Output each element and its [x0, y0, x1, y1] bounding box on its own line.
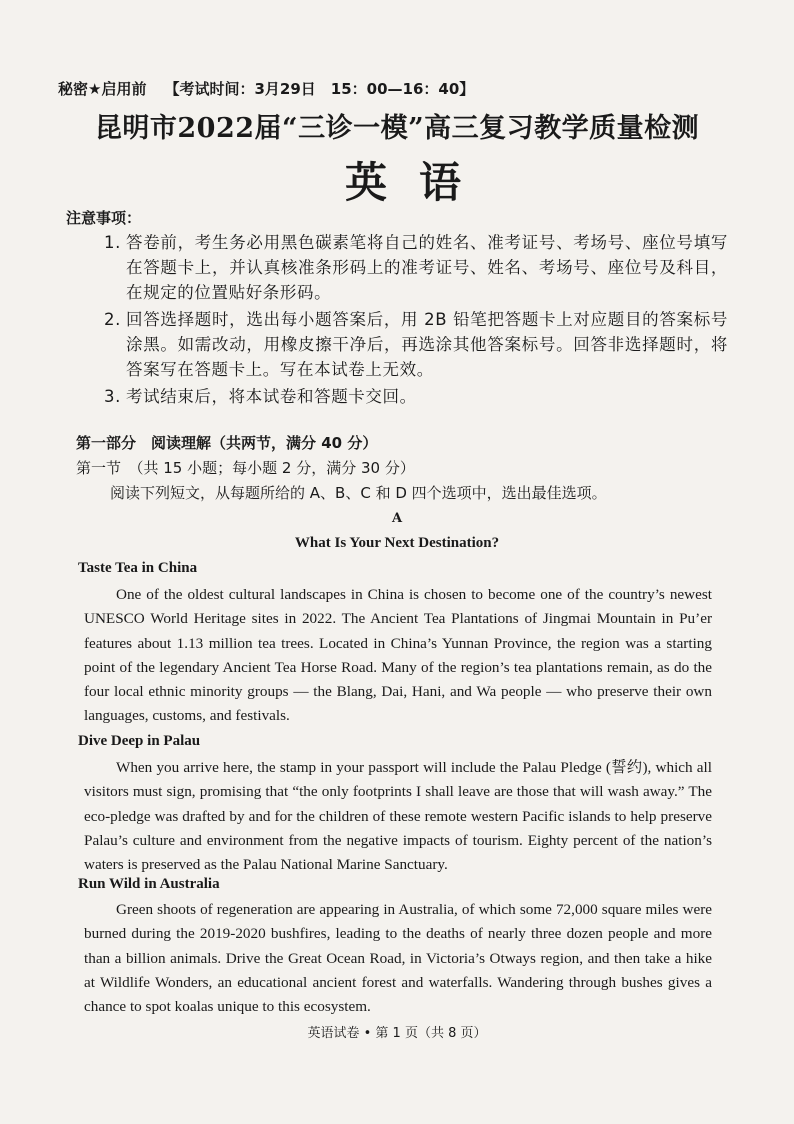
passage-title: What Is Your Next Destination?	[294, 535, 500, 551]
header-line	[58, 78, 474, 99]
note-number: 2.	[104, 310, 121, 329]
exam-time: 【考试时间：3月29日 15：00—16：40】	[164, 80, 475, 98]
note-number: 3.	[104, 387, 121, 406]
section-heading-palau: Dive Deep in Palau	[78, 733, 201, 749]
note-text: 考试结束后，将本试卷和答题卡交回。	[126, 387, 417, 406]
passage-letter: A	[391, 511, 403, 526]
note-number: 1.	[104, 233, 121, 252]
note-item	[104, 230, 728, 305]
subject-title: 英语	[344, 158, 493, 207]
note-text: 答卷前，考生务必用黑色碳素笔将自己的姓名、准考证号、考场号、座位号填写在答题卡上，并认真核准条形码上的准考证号、姓名、考场号、座位号及科目，在规定的位置贴好条形码。	[126, 233, 728, 302]
notes-heading: 注意事项：	[66, 209, 142, 227]
section-title: 第一节 （共 15 小题；每小题 2 分，满分 30 分）	[76, 459, 415, 477]
paragraph-australia: Green shoots of regeneration are appearing in Australia, of which some 72,000 square miles were burned during the 2019-2020 bushfires, leading to the deaths of nearly three dozen people and more than a billion animals. Drive the Great Ocean Road, in Victoria’s Otways region, and then take a hike at Wildlife Wonders, an educational ancient forest and waterfalls. Wandering through bushes gives a chance to spot koalas unique to this ecosystem.	[84, 901, 712, 1016]
part-title: 第一部分 阅读理解（共两节，满分 40 分）	[76, 434, 378, 452]
notes-list	[104, 230, 728, 411]
paragraph-palau: When you arrive here, the stamp in your passport will include the Palau Pledge (誓约), which all visitors must sign, promising that “the only footprints I shall leave are those that will wash away.” The eco-pledge was drafted by and for the children of these remote western Pacific islands to help preserve Palau’s culture and environment from the negative impacts of tourism. Eighty percent of the nation’s waters is preserved as the Palau National Marine Sanctuary.	[84, 759, 712, 874]
section-heading-australia: Run Wild in Australia	[78, 876, 220, 892]
section-heading-china: Taste Tea in China	[78, 560, 198, 576]
confidential-label: 秘密★启用前	[58, 80, 147, 98]
note-item	[104, 384, 728, 409]
instruction-text: 阅读下列短文，从每题所给的 A、B、C 和 D 四个选项中，选出最佳选项。	[110, 484, 607, 502]
page-footer: 英语试卷 • 第 1 页（共 8 页）	[307, 1026, 487, 1041]
note-item	[104, 307, 728, 382]
exam-title: 昆明市2022届“三诊一模”高三复习教学质量检测	[94, 113, 700, 144]
note-text: 回答选择题时，选出每小题答案后，用 2B 铅笔把答题卡上对应题目的答案标号涂黑。如需改动，用橡皮擦干净后，再选涂其他答案标号。回答非选择题时，将答案写在答题卡上。写在本试卷上无效。	[126, 310, 728, 379]
paragraph-china: One of the oldest cultural landscapes in China is chosen to become one of the country’s newest UNESCO World Heritage sites in 2022. The Ancient Tea Plantations of Jingmai Mountain in Pu’er features about 1.13 million tea trees. Located in China’s Yunnan Province, the region was a starting point of the legendary Ancient Tea Horse Road. Many of the region’s tea plantations remain, as do the four local ethnic minority groups — the Blang, Dai, Hani, and Wa people — who preserve their own languages, customs, and festivals.	[84, 586, 712, 725]
